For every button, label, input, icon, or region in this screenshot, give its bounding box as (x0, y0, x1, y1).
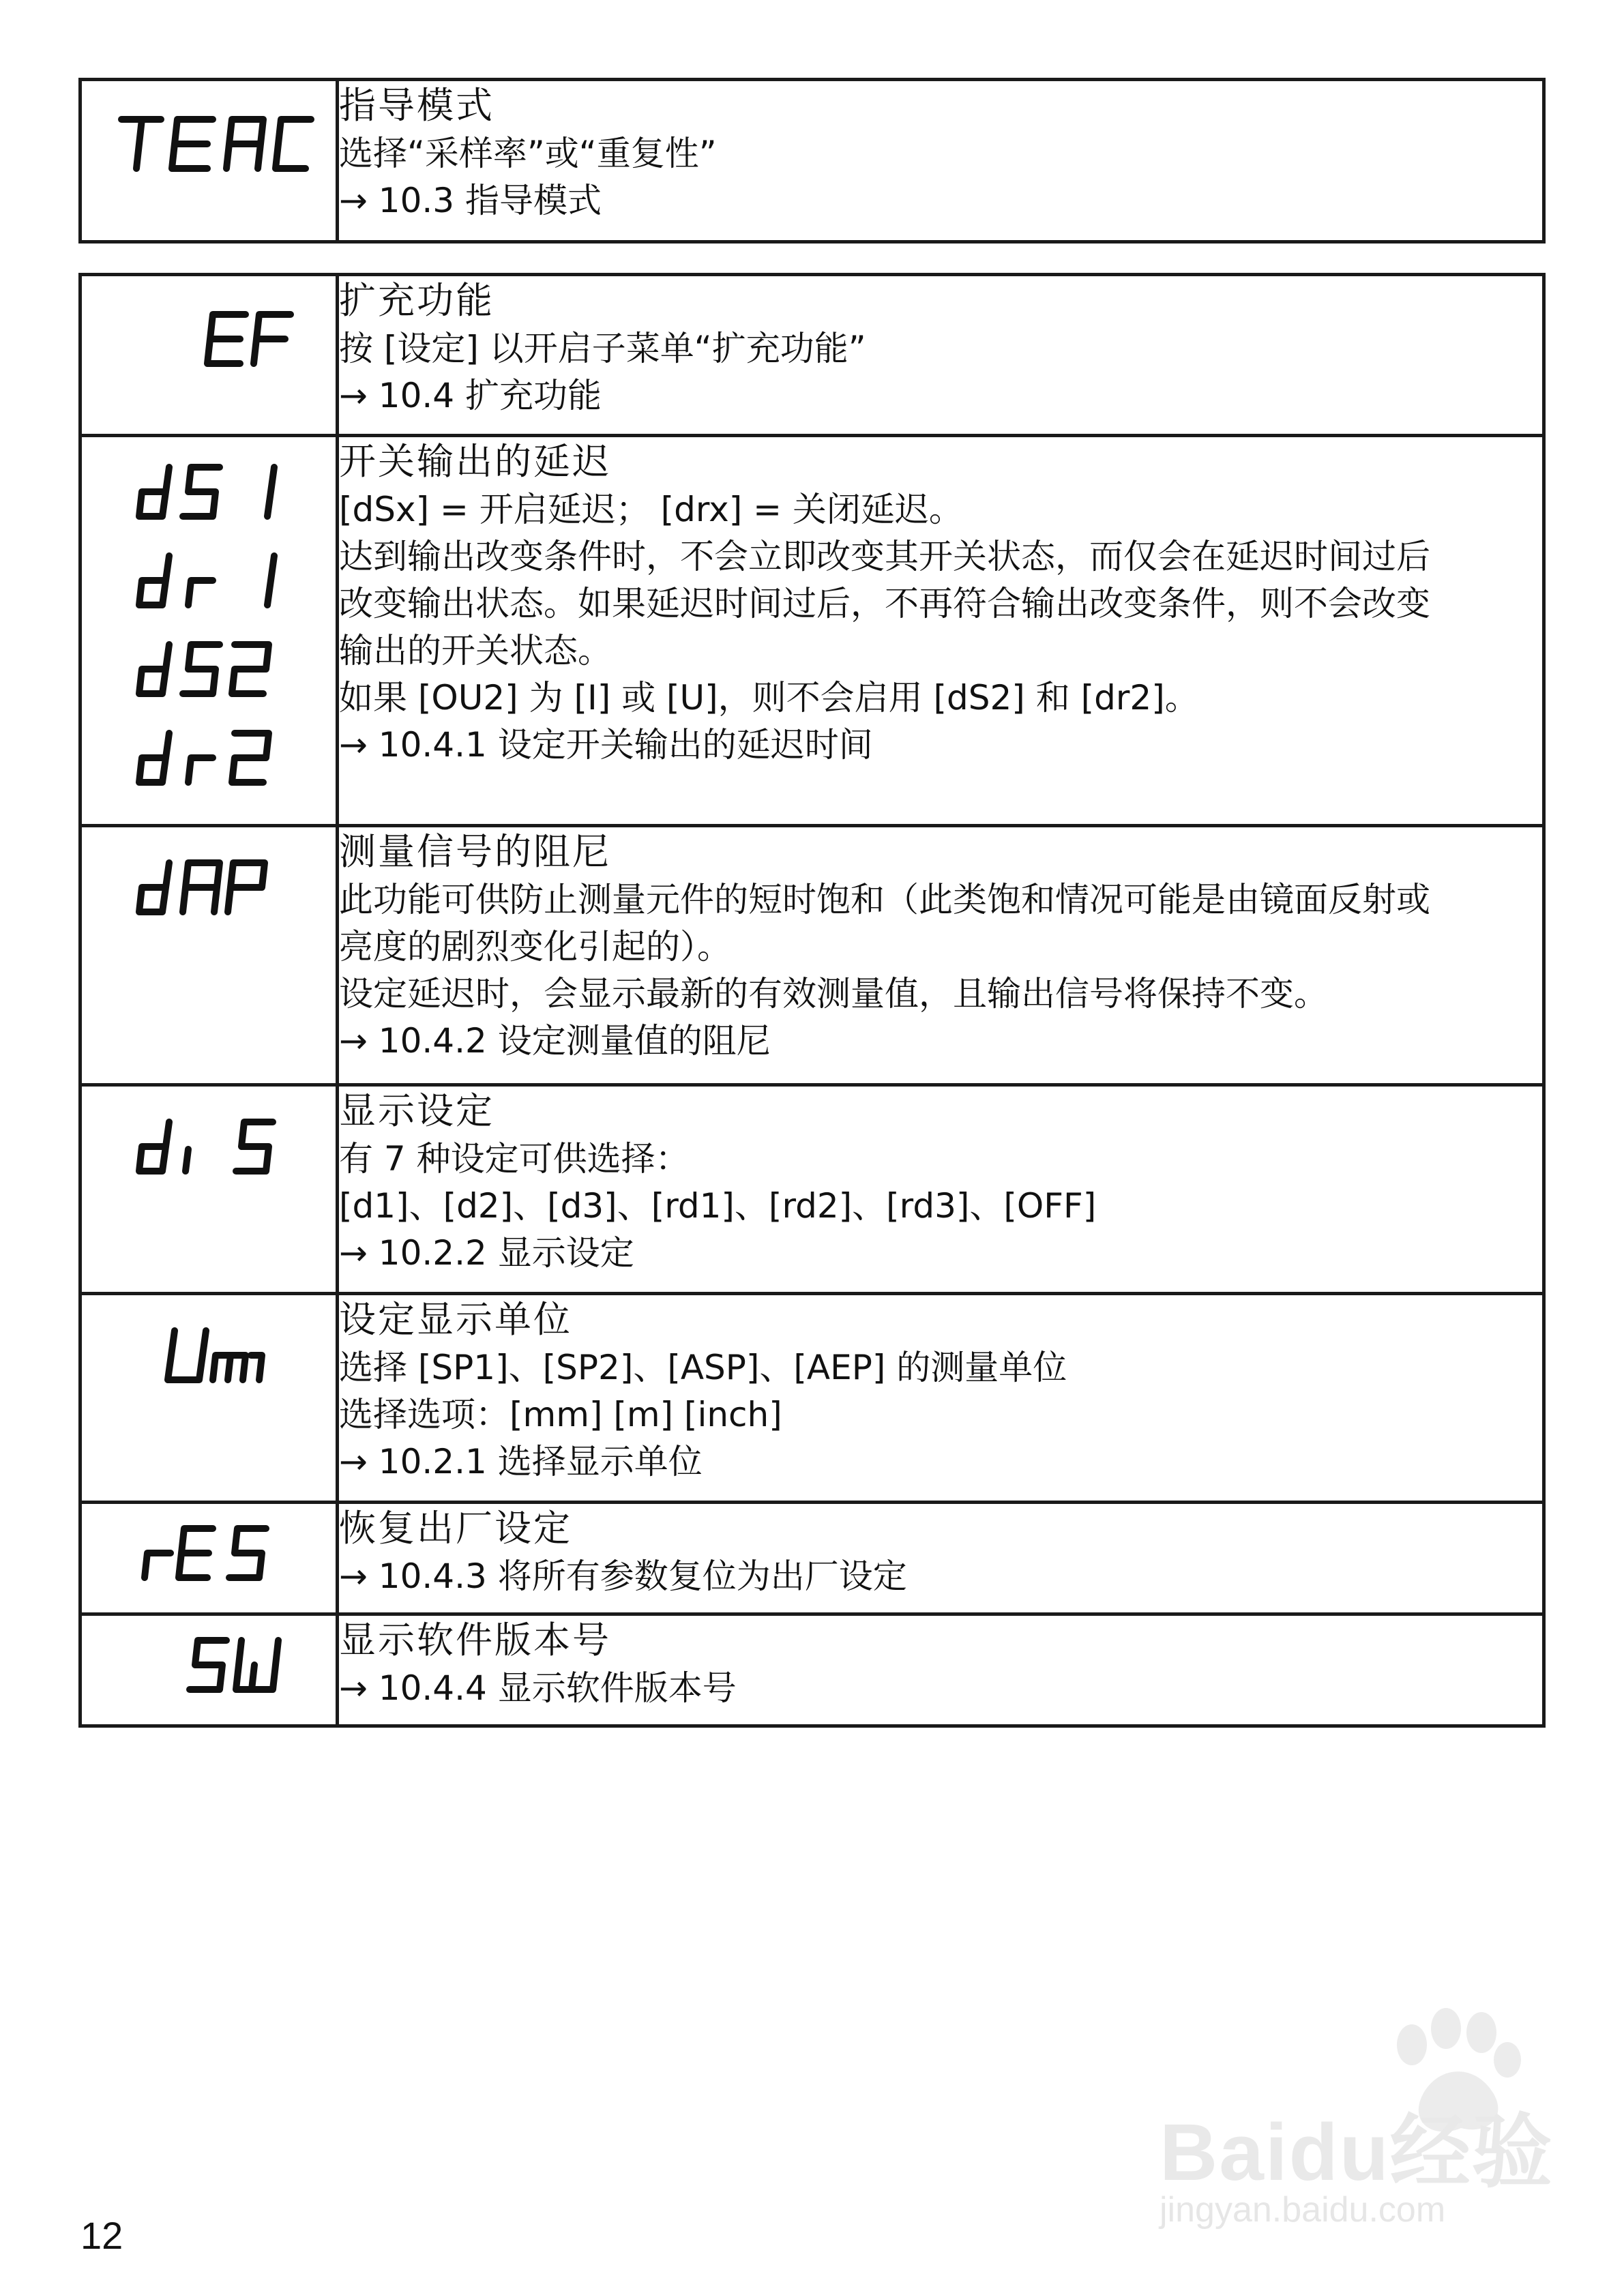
row-title: 恢复出厂设定 (339, 1507, 572, 1550)
row-reference: → 10.3 指导模式 (339, 181, 602, 220)
row-title: 指导模式 (339, 84, 494, 127)
row-line: [d1]、[d2]、[d3]、[rd1]、[rd2]、[rd3]、[OFF] (339, 1186, 1097, 1226)
row-title: 测量信号的阻尼 (339, 830, 611, 873)
row-title: 设定显示单位 (339, 1298, 572, 1341)
lcd-dS1 (139, 467, 274, 516)
code-cell (80, 1503, 338, 1614)
lcd-code-dis (112, 1106, 330, 1187)
code-cell (80, 275, 338, 436)
lcd-dr2 (139, 733, 269, 782)
description-cell (338, 1503, 1544, 1614)
description-cell (338, 1614, 1544, 1726)
table-row (80, 1503, 1544, 1614)
table-row (80, 1294, 1544, 1503)
lcd-code-dap (112, 846, 330, 928)
row-title: 显示设定 (339, 1089, 494, 1132)
table-row (80, 1614, 1544, 1726)
row-line: [dSx] = 开启延迟； [drx] = 关闭延迟。 (339, 490, 963, 529)
table-row (80, 80, 1544, 242)
table-row (80, 436, 1544, 826)
row-reference: → 10.4 扩充功能 (339, 376, 602, 415)
description-cell (338, 275, 1544, 436)
menu-table-1 (78, 78, 1546, 243)
code-cell (80, 1614, 338, 1726)
lcd-dS2 (139, 645, 269, 694)
row-reference: → 10.4.1 设定开关输出的延迟时间 (339, 725, 873, 765)
row-line: 有 7 种设定可供选择： (339, 1139, 690, 1179)
menu-table-2 (78, 273, 1546, 1728)
description-cell (338, 826, 1544, 1085)
page-number: 12 (80, 2214, 123, 2257)
row-title: 显示软件版本号 (339, 1619, 611, 1662)
code-cell (80, 80, 338, 242)
row-line: 选择选项：[mm] [m] [inch] (339, 1395, 782, 1434)
row-reference: → 10.4.2 设定测量值的阻尼 (339, 1021, 771, 1061)
watermark-url: jingyan.baidu.com (1160, 2190, 1446, 2230)
row-line: 选择“采样率”或“重复性” (339, 134, 717, 173)
row-reference: → 10.4.4 显示软件版本号 (339, 1668, 737, 1708)
description-cell (338, 80, 1544, 242)
table-row (80, 275, 1544, 436)
code-cell (80, 826, 338, 1085)
row-reference: → 10.4.3 将所有参数复位为出厂设定 (339, 1556, 907, 1596)
row-line: 亮度的剧烈变化引起的）。 (339, 927, 731, 966)
row-line: 改变输出状态。如果延迟时间过后，不再符合输出改变条件，则不会改变 (339, 584, 1430, 623)
lcd-code-uni (112, 1314, 330, 1396)
row-line: 此功能可供防止测量元件的短时饱和（此类饱和情况可能是由镜面反射或 (339, 880, 1430, 919)
row-line: 如果 [OU2] 为 [I] 或 [U]，则不会启用 [dS2] 和 [dr2]。 (339, 678, 1199, 718)
row-line: 设定延迟时，会显示最新的有效测量值，且输出信号将保持不变。 (339, 974, 1328, 1014)
table-row (80, 1085, 1544, 1294)
row-line: 达到输出改变条件时，不会立即改变其开关状态，而仅会在延迟时间过后 (339, 537, 1430, 576)
row-line: 选择 [SP1]、[SP2]、[ASP]、[AEP] 的测量单位 (339, 1348, 1067, 1387)
lcd-code-delay-group (112, 451, 330, 806)
row-line: 按 [设定] 以开启子菜单“扩充功能” (339, 329, 866, 368)
row-title: 开关输出的延迟 (339, 440, 611, 483)
lcd-code-ef (112, 295, 330, 377)
lcd-code-teac (112, 100, 330, 182)
row-title: 扩充功能 (339, 279, 494, 322)
code-cell (80, 436, 338, 826)
lcd-code-sw (112, 1624, 330, 1706)
description-cell (338, 436, 1544, 826)
lcd-dr1 (139, 556, 274, 605)
description-cell (338, 1085, 1544, 1294)
row-reference: → 10.2.1 选择显示单位 (339, 1442, 703, 1481)
table-row (80, 826, 1544, 1085)
watermark-brand: Baidu经验 (1160, 2108, 1554, 2198)
row-line: 输出的开关状态。 (339, 631, 612, 670)
description-cell (338, 1294, 1544, 1503)
lcd-code-res (112, 1512, 330, 1594)
row-reference: → 10.2.2 显示设定 (339, 1233, 634, 1273)
code-cell (80, 1294, 338, 1503)
code-cell (80, 1085, 338, 1294)
